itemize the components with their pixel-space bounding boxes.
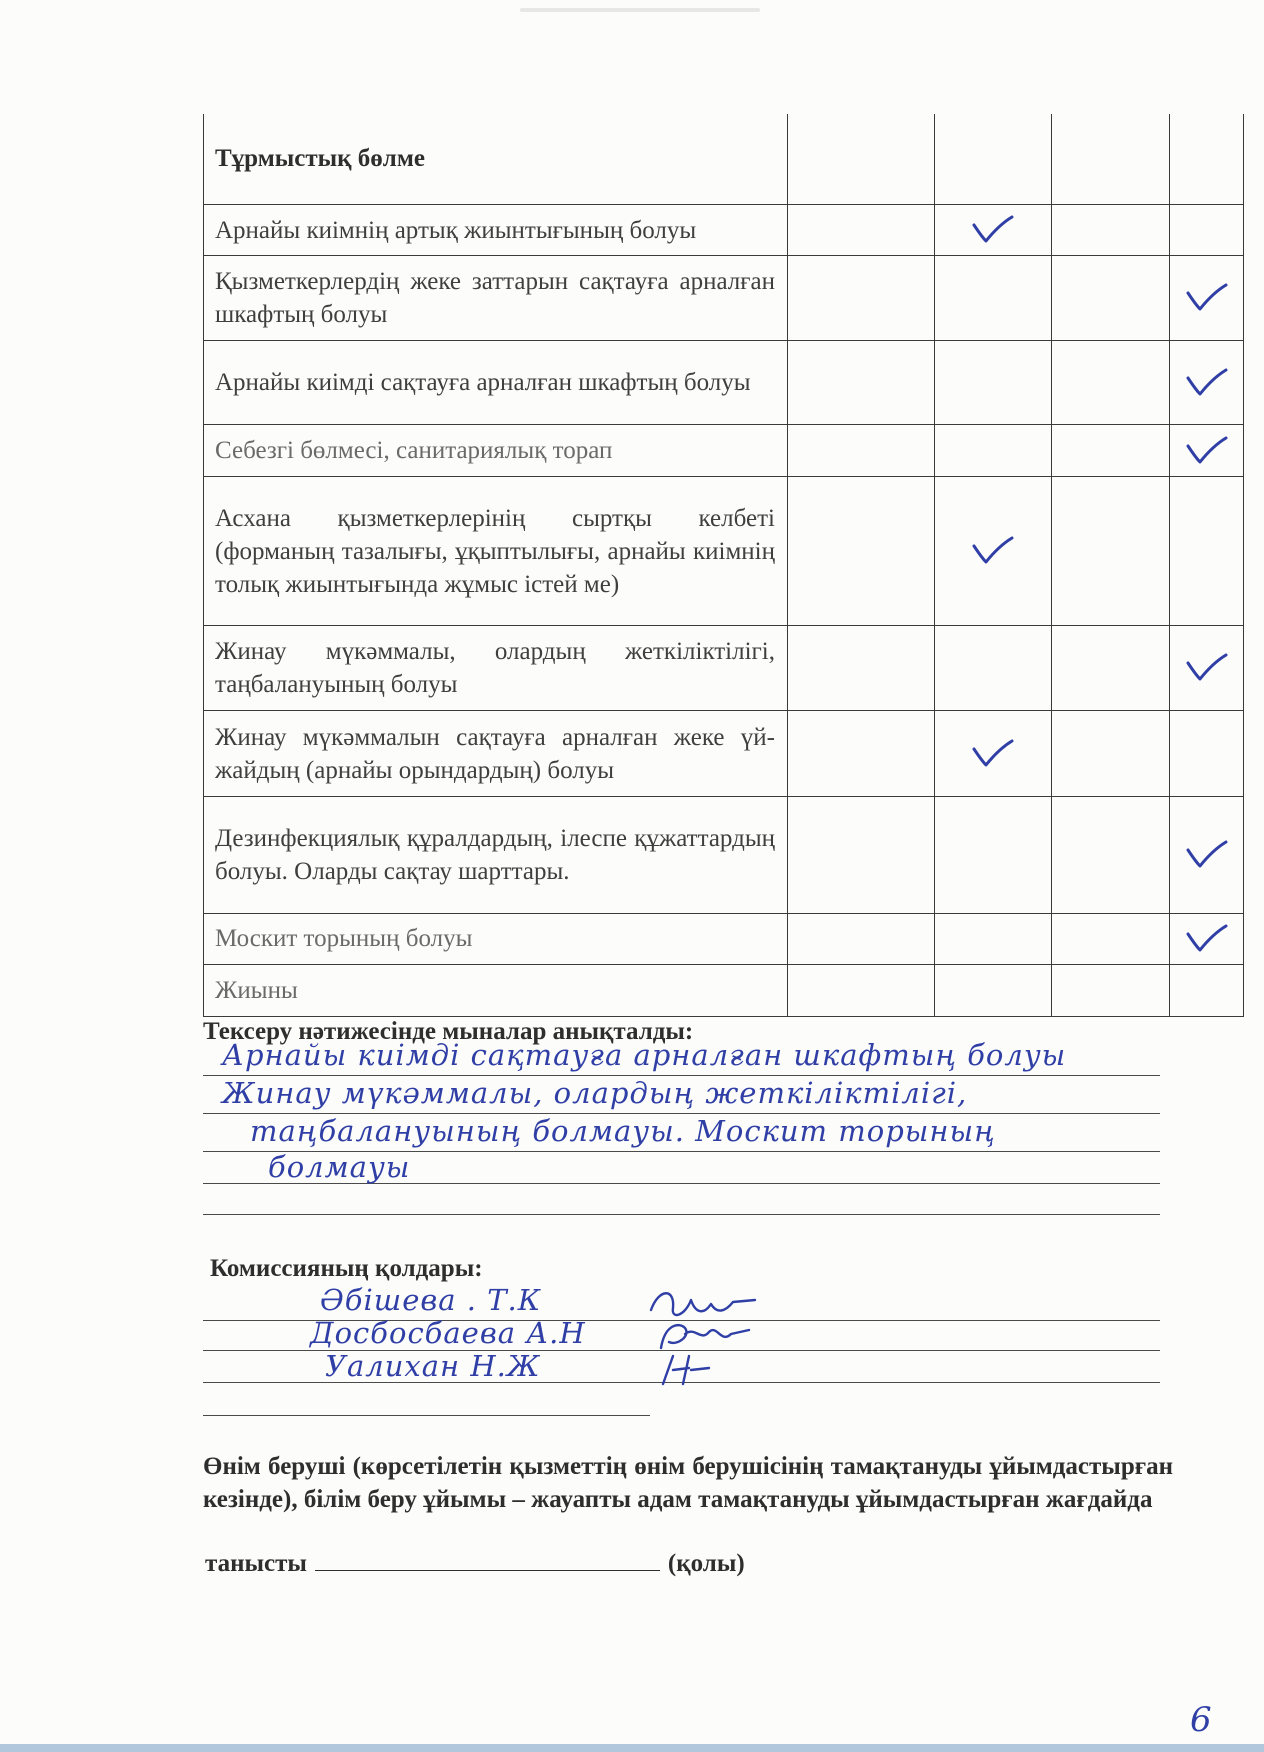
row-label: Жинау мүкәммалы, олардың жеткіліктілігі, таңбалануының болуы: [204, 626, 788, 711]
mark-cell-col1: [788, 626, 935, 711]
findings-handwriting-4: болмауы: [268, 1150, 411, 1184]
table-row: [204, 626, 1244, 711]
row-label: Арнайы киімнің артық жиынтығының болуы: [204, 204, 788, 256]
mark-cell-col3: [1052, 204, 1170, 256]
mark-cell-col4: [1170, 965, 1244, 1017]
mark-cell-col1: [788, 965, 935, 1017]
row-label: Арнайы киімді сақтауға арналған шкафтың болуы: [204, 341, 788, 425]
mark-cell-col4: [1170, 204, 1244, 256]
mark-cell-col3: [1052, 913, 1170, 965]
table-row: [204, 204, 1244, 256]
check-mark-icon: [1182, 366, 1232, 400]
mark-cell-col3: [1052, 341, 1170, 425]
acknowledgement-line: [205, 1548, 745, 1578]
signer-name-3: Уалихан Н.Ж: [325, 1349, 541, 1383]
mark-cell-col4: [1170, 711, 1244, 797]
findings-handwriting-1: Арнайы киімді сақтауға арналған шкафтың болуы: [222, 1038, 1067, 1072]
mark-cell-col1: [788, 797, 935, 913]
mark-cell-col4: [1170, 797, 1244, 913]
check-mark-icon: [1182, 838, 1232, 872]
mark-cell-col3: [1052, 965, 1170, 1017]
mark-cell-col4: [1170, 913, 1244, 965]
signer-name-1: Әбішева . Т.К: [320, 1283, 542, 1317]
check-mark-icon: [968, 213, 1018, 247]
check-mark-icon: [968, 534, 1018, 568]
mark-cell-col2: [935, 965, 1052, 1017]
signature-blank[interactable]: [315, 1548, 660, 1571]
table-row: [204, 797, 1244, 913]
table-row: [204, 965, 1244, 1017]
checklist-table: [203, 114, 1244, 1017]
mark-cell-col2: [935, 626, 1052, 711]
mark-cell-col4: [1170, 341, 1244, 425]
mark-cell-col3: [1052, 626, 1170, 711]
mark-cell-col1: [788, 114, 935, 204]
findings-heading: Тексеру нәтижесінде мыналар анықталды:: [203, 1018, 694, 1045]
check-mark-icon: [1182, 922, 1232, 956]
signature-rule-short: [203, 1415, 650, 1416]
mark-cell-col1: [788, 711, 935, 797]
mark-cell-col2: [935, 425, 1052, 477]
mark-cell-col2: [935, 476, 1052, 626]
row-label: Себезгі бөлмесі, санитариялық торап: [204, 425, 788, 477]
row-label: Дезинфекциялық құралдардың, ілеспе құжаттардың болуы. Оларды сақтау шарттары.: [204, 797, 788, 913]
mark-cell-col4: [1170, 114, 1244, 204]
scan-edge-strip: [0, 1744, 1264, 1752]
mark-cell-col1: [788, 913, 935, 965]
row-label: Асхана қызметкерлерінің сыртқы келбеті (форманың тазалығы, ұқыптылығы, арнайы киімнің толық жиынтығында жұмыс істей ме): [204, 476, 788, 626]
mark-cell-col3: [1052, 256, 1170, 341]
mark-cell-col2: [935, 797, 1052, 913]
row-label: Москит торының болуы: [204, 913, 788, 965]
table-row: [204, 711, 1244, 797]
producer-statement: Өнім беруші (көрсетілетін қызметтің өнім берушісінің тамақтануды ұйымдастырған кезінде), білім беру ұйымы – жауапты адам тамақтануды ұйымдастырған жағдайда: [203, 1453, 1173, 1513]
mark-cell-col2: [935, 256, 1052, 341]
mark-cell-col3: [1052, 114, 1170, 204]
commission-heading: Комиссияның қолдары:: [210, 1255, 483, 1282]
row-label: Жиыны: [204, 965, 788, 1017]
mark-cell-col4: [1170, 425, 1244, 477]
findings-handwriting-2: Жинау мүкәммалы, олардың жеткіліктілігі,: [222, 1076, 968, 1110]
mark-cell-col3: [1052, 797, 1170, 913]
check-mark-icon: [1182, 281, 1232, 315]
row-label: Жинау мүкәммалын сақтауға арналған жеке үй-жайдың (арнайы орындардың) болуы: [204, 711, 788, 797]
mark-cell-col2: [935, 114, 1052, 204]
mark-cell-col2: [935, 913, 1052, 965]
mark-cell-col1: [788, 341, 935, 425]
check-mark-icon: [968, 737, 1018, 771]
mark-cell-col2: [935, 204, 1052, 256]
signer-name-2: Досбосбаева А.Н: [310, 1316, 586, 1350]
check-mark-icon: [1182, 651, 1232, 685]
row-label: Қызметкерлердің жеке заттарын сақтауға арналған шкафтың болуы: [204, 256, 788, 341]
acknowledged-label: танысты: [205, 1550, 307, 1577]
mark-cell-col1: [788, 476, 935, 626]
mark-cell-col2: [935, 711, 1052, 797]
findings-handwriting-3: таңбалануының болмауы. Москит торының: [250, 1114, 996, 1148]
table-row: [204, 256, 1244, 341]
mark-cell-col3: [1052, 711, 1170, 797]
mark-cell-col4: [1170, 476, 1244, 626]
signature-hint: (қолы): [667, 1550, 745, 1577]
mark-cell-col1: [788, 256, 935, 341]
table-row: [204, 476, 1244, 626]
mark-cell-col4: [1170, 256, 1244, 341]
mark-cell-col4: [1170, 626, 1244, 711]
table-row: [204, 913, 1244, 965]
page-number: 6: [1190, 1700, 1212, 1740]
table-row: [204, 341, 1244, 425]
scan-smudge: [520, 8, 760, 12]
mark-cell-col1: [788, 204, 935, 256]
mark-cell-col2: [935, 341, 1052, 425]
mark-cell-col3: [1052, 476, 1170, 626]
check-mark-icon: [1182, 434, 1232, 468]
table-row: [204, 114, 1244, 204]
table-row: [204, 425, 1244, 477]
findings-rule-5: [203, 1214, 1160, 1215]
mark-cell-col3: [1052, 425, 1170, 477]
signature-scribble-3: [655, 1350, 715, 1390]
row-label: Тұрмыстық бөлме: [204, 114, 788, 204]
mark-cell-col1: [788, 425, 935, 477]
